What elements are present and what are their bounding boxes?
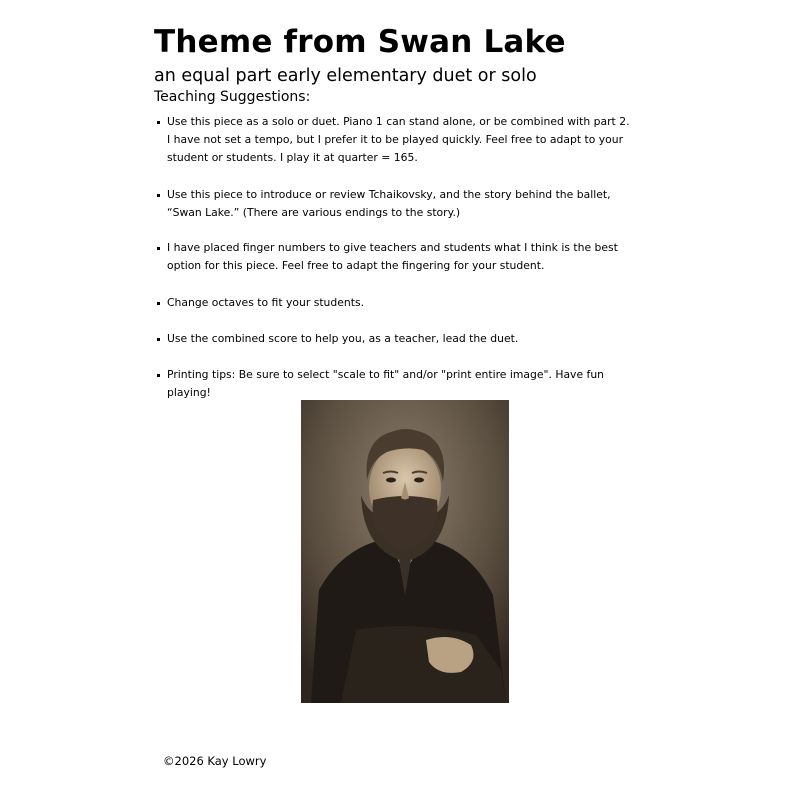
list-item-text: Printing tips: Be sure to select "scale to fit" and/or "print entire image". Have fun playing! bbox=[167, 368, 605, 399]
bullet-icon bbox=[157, 194, 160, 197]
composer-portrait bbox=[301, 400, 509, 703]
list-item-text: Change octaves to fit your students. bbox=[167, 296, 365, 309]
bullet-icon bbox=[157, 121, 160, 124]
page-subtitle: an equal part early elementary duet or solo bbox=[154, 66, 537, 86]
list-item bbox=[155, 366, 630, 402]
list-item bbox=[155, 113, 630, 167]
bullet-icon bbox=[157, 247, 160, 250]
list-item bbox=[155, 330, 630, 348]
copyright-footer: ©2026 Kay Lowry bbox=[163, 754, 267, 768]
list-item-text: Use the combined score to help you, as a teacher, lead the duet. bbox=[167, 332, 519, 345]
section-heading: Teaching Suggestions: bbox=[154, 89, 311, 105]
portrait-illustration bbox=[301, 400, 509, 703]
list-item bbox=[155, 239, 630, 275]
list-item bbox=[155, 294, 630, 312]
bullet-icon bbox=[157, 374, 160, 377]
bullet-icon bbox=[157, 338, 160, 341]
bullet-icon bbox=[157, 302, 160, 305]
list-item-text: Use this piece to introduce or review Tchaikovsky, and the story behind the ballet, “Swan Lake.” (There are various endings to the story.) bbox=[167, 188, 611, 219]
list-item-text: I have placed finger numbers to give teachers and students what I think is the best option for this piece. Feel free to adapt the fingering for your student. bbox=[167, 241, 618, 272]
list-item-text: Use this piece as a solo or duet. Piano 1 can stand alone, or be combined with part 2. I have not set a tempo, but I prefer it to be played quickly. Feel free to adapt to your student or students. I play it at quarter = 165. bbox=[167, 115, 630, 164]
page-title: Theme from Swan Lake bbox=[154, 24, 566, 60]
list-item bbox=[155, 186, 630, 222]
